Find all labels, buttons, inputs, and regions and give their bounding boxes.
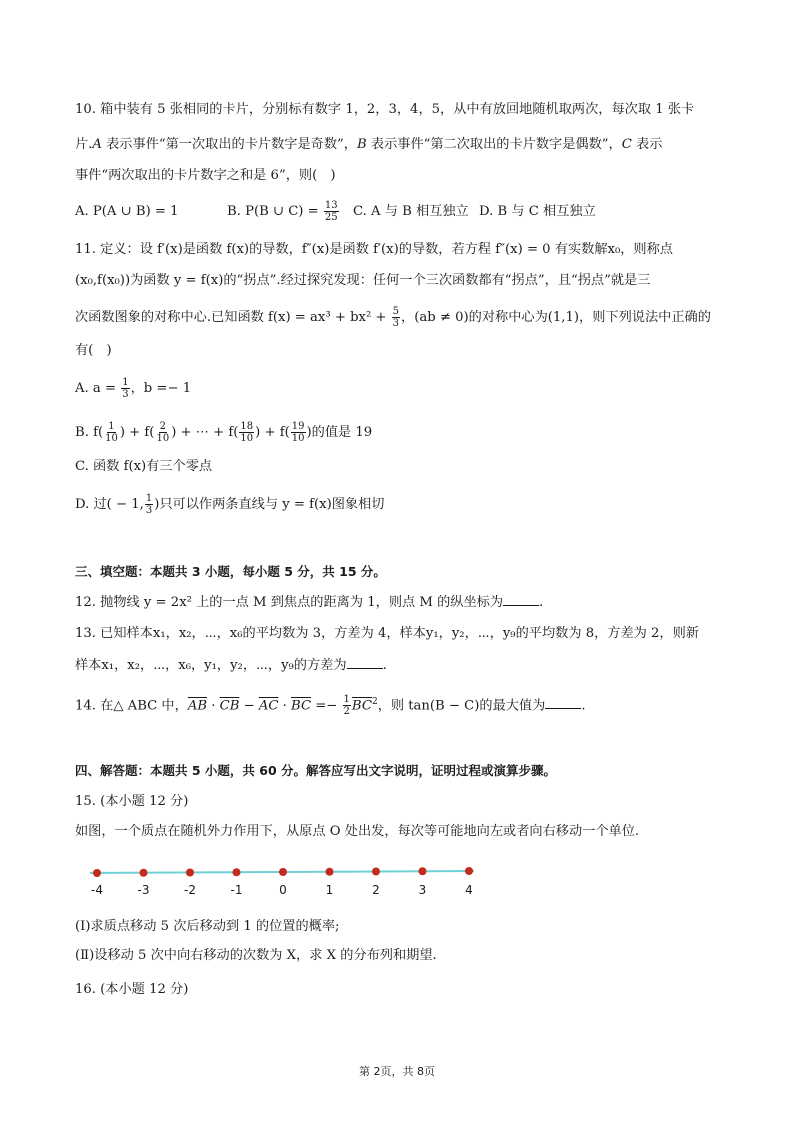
denominator: 3 <box>392 318 400 329</box>
q11-line3 <box>75 306 734 329</box>
q10-option-a: A. P(A ∪ B) = 1 <box>75 204 179 219</box>
exponent: 2 <box>371 697 378 707</box>
option-b-text: B. f( <box>75 425 104 440</box>
option-b-prefix: B. P(B ∪ C) = <box>227 204 323 219</box>
number-line-label: -3 <box>137 883 150 897</box>
q13-line2 <box>75 656 734 676</box>
numerator: 13 <box>324 200 338 211</box>
q15-body: 如图，一个质点在随机外力作用下，从原点 O 处出发，每次等可能地向左或者向右移动一个单位. <box>75 824 640 839</box>
q15-part2: (Ⅱ)设移动 5 次中向右移动的次数为 X，求 X 的分布列和期望. <box>75 948 437 963</box>
number-line-label: 3 <box>418 883 427 897</box>
q11-text: ，(ab ≠ 0)的对称中心为(1,1)，则下列说法中正确的 <box>401 310 711 325</box>
numerator: 19 <box>291 421 305 432</box>
q10-text: 片. <box>75 137 93 152</box>
fraction <box>104 421 119 444</box>
fraction <box>121 377 129 400</box>
q13-text: 样本x₁，x₂，⋯，x₆，y₁，y₂，⋯，y₉的方差为 <box>75 658 347 673</box>
fraction <box>239 421 254 444</box>
option-b-text: ) + ⋯ + f( <box>171 425 239 440</box>
q12 <box>75 593 734 613</box>
number-line-label: 1 <box>325 883 334 897</box>
fraction <box>145 493 153 516</box>
option-b-text: )的值是 19 <box>306 425 373 440</box>
denominator: 2 <box>343 706 350 718</box>
q14 <box>75 692 734 717</box>
number-line-label: 4 <box>465 883 473 897</box>
q14-end: . <box>581 698 586 714</box>
q11-text: 次函数图象的对称中心.已知函数 f(x) = ax³ + bx² + <box>75 310 391 325</box>
q10-text: 表示事件“第一次取出的卡片数字是奇数”， <box>101 137 357 152</box>
number-line-label: 0 <box>279 883 287 897</box>
number-line-point <box>233 868 241 876</box>
q10-var-c: C <box>621 137 632 152</box>
denominator: 3 <box>145 505 153 516</box>
q10-options <box>75 200 734 223</box>
dot-operator: · <box>207 698 220 714</box>
number-line-point <box>326 868 334 876</box>
q10-line3: 事件“两次取出的卡片数字之和是 6”，则( ) <box>75 168 336 183</box>
q10-line2 <box>75 135 734 155</box>
q11-option-c: C. 函数 f(x)有三个零点 <box>75 459 213 474</box>
q13-end: . <box>382 658 387 673</box>
vector-ab: $\overline{AB}$ <box>187 698 208 714</box>
option-b-text: ) + f( <box>255 425 290 440</box>
denominator: 3 <box>122 389 129 400</box>
answer-blank <box>545 696 581 709</box>
q11-option-b <box>75 421 734 444</box>
number-line-label: -2 <box>184 883 196 897</box>
fraction <box>392 306 400 329</box>
section-4-heading: 四、解答题：本题共 5 小题，共 60 分。解答应写出文字说明，证明过程或演算步骤。 <box>75 763 557 778</box>
numerator: 18 <box>240 421 254 432</box>
denominator: 25 <box>324 212 338 223</box>
q14-text: ，则 tan(B − C)的最大值为 <box>377 698 546 714</box>
dot-operator: · <box>278 698 292 714</box>
q11-line1: 11. 定义：设 f′(x)是函数 f(x)的导数，f″(x)是函数 f′(x)的导数，若方程 f″(x) = 0 有实数解x₀，则称点 <box>75 242 673 257</box>
denominator: 10 <box>291 433 305 444</box>
option-b-text: ) + f( <box>119 425 155 440</box>
number-line-point <box>93 869 101 877</box>
q10-var-a: A <box>92 137 102 152</box>
q10-option-c: C. A 与 B 相互独立 <box>353 204 469 219</box>
q10-option-d: D. B 与 C 相互独立 <box>479 204 596 219</box>
q13-line1: 13. 已知样本x₁，x₂，⋯，x₆的平均数为 3，方差为 4，样本y₁，y₂，⋯，y₉的平均数为 8，方差为 2，则新 <box>75 626 699 641</box>
fraction <box>324 200 339 223</box>
option-a-suffix: ，b =− 1 <box>130 381 192 396</box>
q11-line2: (x₀,f(x₀))为函数 y = f(x)的“拐点”.经过探究发现：任何一个三次函数都有“拐点”，且“拐点”就是三 <box>75 273 651 288</box>
q10-line1: 10. 箱中装有 5 张相同的卡片，分别标有数字 1，2，3，4，5，从中有放回地随机取两次，每次取 1 张卡 <box>75 102 695 117</box>
q12-end: . <box>539 595 544 610</box>
number-line-label: -4 <box>91 883 103 897</box>
numerator: 2 <box>159 421 166 432</box>
q10-text: 表示事件“第二次取出的卡片数字是偶数”， <box>366 137 622 152</box>
fraction <box>343 694 351 717</box>
q11-line4: 有( ) <box>75 343 112 358</box>
number-line-figure <box>80 855 490 905</box>
option-d-prefix: D. 过( − 1, <box>75 497 144 512</box>
q16-title: 16. (本小题 12 分) <box>75 982 189 997</box>
numerator: 1 <box>343 694 350 706</box>
denominator: 10 <box>240 433 254 444</box>
vector-ac: $\overline{AC}$ <box>258 698 279 714</box>
number-line-point <box>186 869 194 877</box>
q10-option-b <box>227 200 353 223</box>
option-a-prefix: A. a = <box>75 381 121 396</box>
denominator: 10 <box>105 433 118 444</box>
q10-var-b: B <box>356 137 367 152</box>
q12-text: 12. 抛物线 y = 2x² 上的一点 M 到焦点的距离为 1，则点 M 的纵坐标为 <box>75 595 504 610</box>
vector-bc: $\overline{BC}$ <box>291 698 312 714</box>
numerator: 5 <box>392 306 400 317</box>
q14-text: 14. 在△ ABC 中， <box>75 698 188 714</box>
minus-operator: − <box>239 698 259 714</box>
vector-cb: $\overline{CB}$ <box>219 698 240 714</box>
denominator: 10 <box>156 433 170 444</box>
q15-part1: (Ⅰ)求质点移动 5 次后移动到 1 的位置的概率; <box>75 919 340 934</box>
q11-option-d <box>75 493 734 516</box>
section-3-heading: 三、填空题：本题共 3 小题，每小题 5 分，共 15 分。 <box>75 564 386 579</box>
number-line-point <box>372 868 380 876</box>
vector-bc: $\overline{BC}$ <box>351 698 372 714</box>
q15-title: 15. (本小题 12 分) <box>75 794 189 809</box>
number-line-point <box>279 868 287 876</box>
equals-operator: =− <box>311 698 342 714</box>
fraction <box>155 421 170 444</box>
answer-blank <box>503 593 539 606</box>
number-line-point <box>465 867 473 875</box>
q11-option-a <box>75 377 734 400</box>
number-line-point <box>419 867 427 875</box>
q10-text: 表示 <box>631 137 663 152</box>
number-line-point <box>140 869 148 877</box>
page-footer: 第 2页，共 8页 <box>359 1065 435 1078</box>
numerator: 1 <box>145 493 153 504</box>
option-d-suffix: )只可以作两条直线与 y = f(x)图象相切 <box>154 497 385 512</box>
numerator: 1 <box>108 421 115 432</box>
number-line-label: -1 <box>230 883 243 897</box>
numerator: 1 <box>122 377 129 388</box>
number-line-label: 2 <box>372 883 380 897</box>
fraction <box>291 421 306 444</box>
answer-blank <box>347 656 383 669</box>
